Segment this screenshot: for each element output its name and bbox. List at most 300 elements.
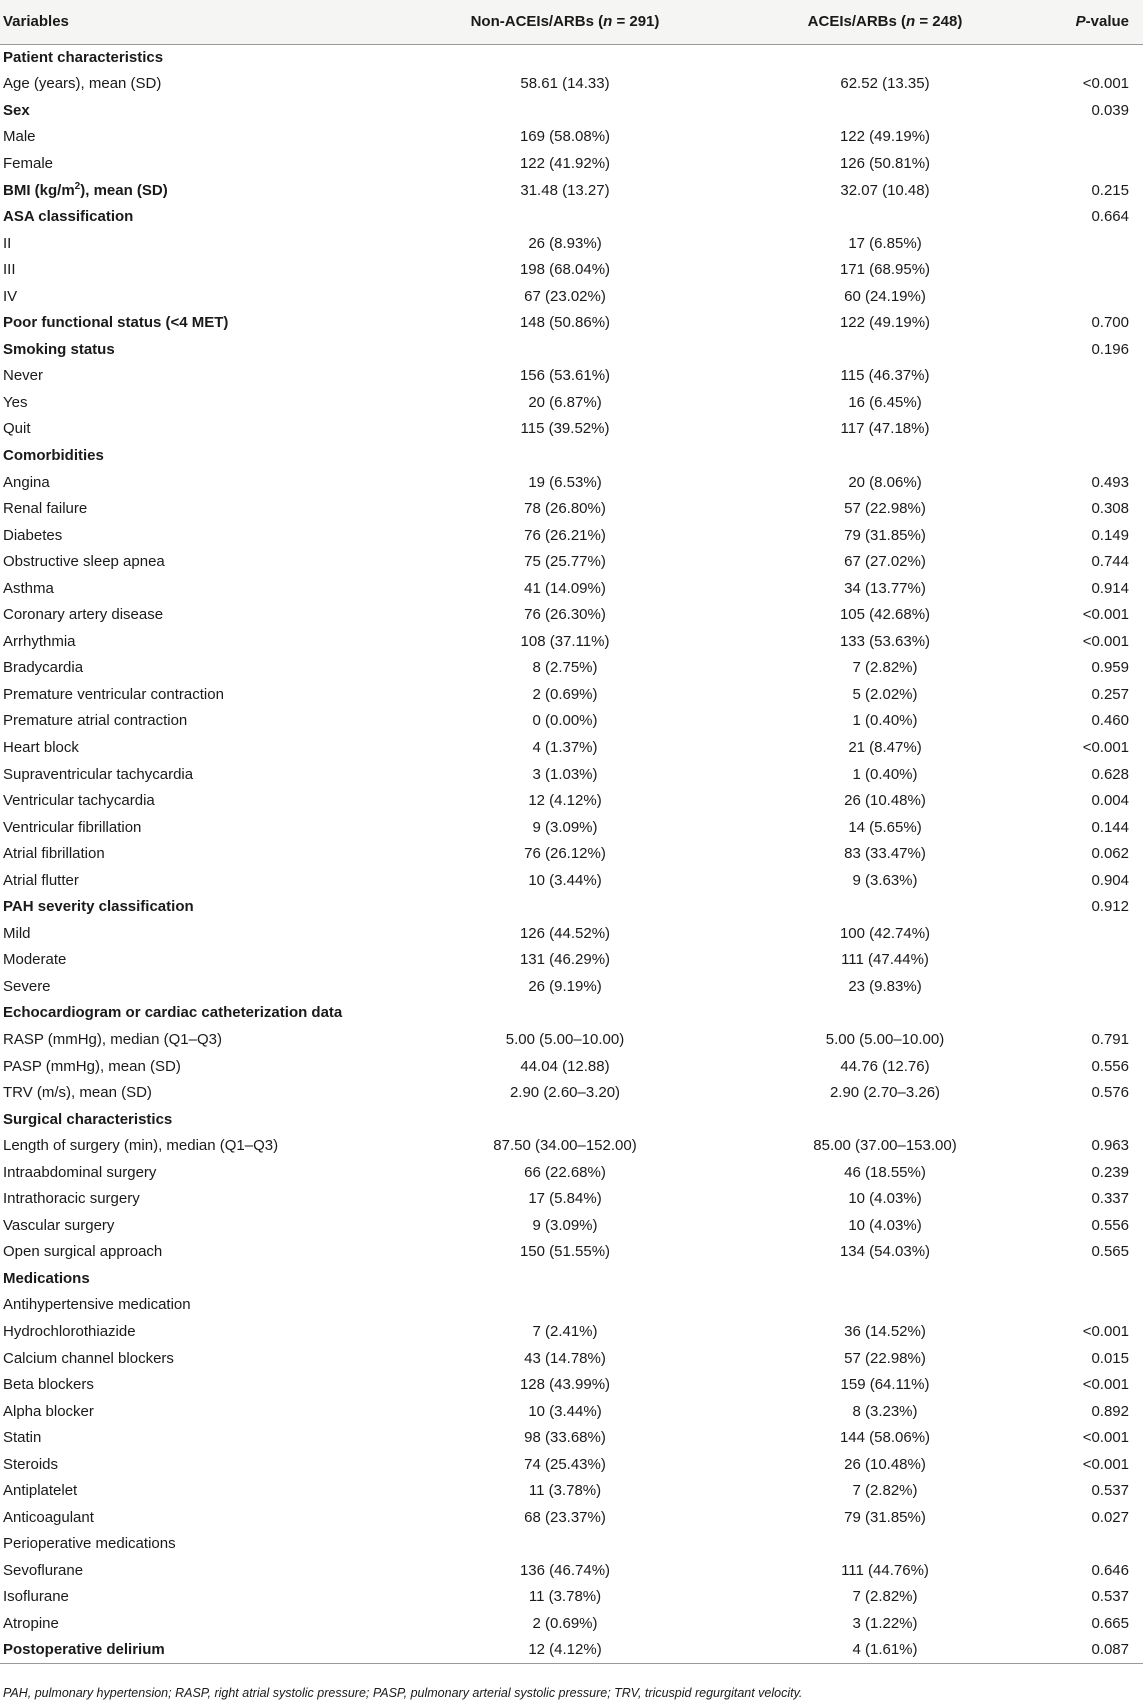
row-pvalue: 0.493 <box>1091 473 1129 491</box>
row-variable: Comorbidities <box>3 446 104 464</box>
row-variable: Poor functional status (<4 MET) <box>3 314 229 332</box>
row-acei-value: 26 (10.48%) <box>844 1455 926 1473</box>
row-pvalue <box>1045 363 1143 390</box>
table-row <box>0 1345 1143 1372</box>
row-pvalue: 0.791 <box>1091 1031 1129 1048</box>
row-pvalue: 0.959 <box>1091 659 1129 677</box>
table-row <box>0 1186 1143 1213</box>
table-row <box>0 1079 1143 1106</box>
table-row <box>0 761 1143 788</box>
row-non-acei-value: 136 (46.74%) <box>519 1561 611 1579</box>
row-pvalue: 0.700 <box>1091 314 1129 332</box>
row-variable: Open surgical approach <box>3 1243 163 1261</box>
row-variable: Ventricular tachycardia <box>3 792 155 810</box>
row-pvalue: 0.665 <box>1091 1615 1129 1633</box>
row-variable: Surgical characteristics <box>3 1110 173 1128</box>
row-variable: Male <box>3 128 36 146</box>
header-acei-group <box>725 0 1045 44</box>
row-pvalue <box>1045 920 1143 947</box>
row-acei-value: 5 (2.02%) <box>852 685 918 703</box>
row-acei-value: 2.90 (2.70–3.26) <box>829 1084 941 1102</box>
row-variable: Mild <box>3 924 31 942</box>
table-row <box>0 1637 1143 1664</box>
row-non-acei-value: 126 (44.52%) <box>519 924 611 942</box>
row-non-acei-value <box>405 44 725 71</box>
header-pvalue-suffix: -value <box>1085 13 1129 31</box>
table-row <box>0 787 1143 814</box>
row-non-acei-value: 43 (14.78%) <box>524 1349 606 1367</box>
row-non-acei-value: 87.50 (34.00–152.00) <box>493 1137 637 1155</box>
row-acei-value: 7 (2.82%) <box>852 659 918 677</box>
row-acei-value <box>725 203 1045 230</box>
row-acei-value: 134 (54.03%) <box>839 1243 931 1261</box>
row-acei-value: 44.76 (12.76) <box>840 1057 930 1075</box>
row-acei-value <box>725 1531 1045 1558</box>
row-variable: Renal failure <box>3 500 88 518</box>
row-variable: Sevoflurane <box>3 1561 84 1579</box>
row-variable: IV <box>3 287 18 305</box>
table-row <box>0 230 1143 257</box>
row-pvalue: <0.001 <box>1082 1376 1129 1394</box>
row-non-acei-value: 3 (1.03%) <box>532 765 598 783</box>
row-pvalue: 0.556 <box>1091 1057 1129 1075</box>
row-non-acei-value: 108 (37.11%) <box>520 632 610 650</box>
row-non-acei-value: 17 (5.84%) <box>528 1190 602 1208</box>
row-acei-value <box>725 894 1045 921</box>
row-acei-value: 111 (47.44%) <box>841 951 929 969</box>
row-pvalue: 0.914 <box>1091 579 1129 597</box>
row-non-acei-value: 115 (39.52%) <box>520 420 610 438</box>
table-row <box>0 708 1143 735</box>
row-non-acei-value: 67 (23.02%) <box>524 287 606 305</box>
table-row <box>0 628 1143 655</box>
row-variable: Statin <box>3 1429 42 1447</box>
row-acei-value <box>725 44 1045 71</box>
row-non-acei-value <box>405 894 725 921</box>
row-variable: Never <box>3 367 44 385</box>
table-row <box>0 1371 1143 1398</box>
row-acei-value: 20 (8.06%) <box>848 473 922 491</box>
header-acei-n-value: = 248) <box>915 13 963 31</box>
row-non-acei-value <box>405 1265 725 1292</box>
row-pvalue: <0.001 <box>1082 632 1129 650</box>
row-non-acei-value: 5.00 (5.00–10.00) <box>505 1031 625 1048</box>
table-row <box>0 97 1143 124</box>
row-non-acei-value: 10 (3.44%) <box>528 871 602 889</box>
row-variable: Vascular surgery <box>3 1216 115 1234</box>
table-row <box>0 44 1143 71</box>
table-row <box>0 1132 1143 1159</box>
row-acei-value <box>725 1000 1045 1027</box>
row-non-acei-value: 10 (3.44%) <box>528 1402 602 1420</box>
table-row <box>0 124 1143 151</box>
row-non-acei-value <box>405 1106 725 1133</box>
table-row <box>0 309 1143 336</box>
row-pvalue: 0.062 <box>1091 845 1129 863</box>
row-variable: Hydrochlorothiazide <box>3 1323 136 1341</box>
row-non-acei-value <box>405 97 725 124</box>
row-pvalue: 0.912 <box>1091 898 1129 916</box>
header-acei-n-symbol: n <box>906 13 916 31</box>
row-non-acei-value: 26 (9.19%) <box>528 977 602 995</box>
row-acei-value: 159 (64.11%) <box>840 1376 930 1394</box>
table-row <box>0 655 1143 682</box>
row-pvalue: 0.215 <box>1091 181 1129 199</box>
row-acei-value: 111 (44.76%) <box>841 1561 929 1579</box>
header-non-acei-group <box>405 0 725 44</box>
row-variable: Supraventricular tachycardia <box>3 765 194 783</box>
row-non-acei-value: 98 (33.68%) <box>524 1429 606 1447</box>
row-non-acei-value: 150 (51.55%) <box>519 1243 611 1261</box>
row-non-acei-value: 7 (2.41%) <box>532 1323 598 1341</box>
row-variable: Yes <box>3 393 28 411</box>
header-variables: Variables <box>0 0 405 44</box>
row-acei-value: 32.07 (10.48) <box>840 181 930 199</box>
row-non-acei-value: 41 (14.09%) <box>524 579 606 597</box>
table-row <box>0 150 1143 177</box>
row-acei-value: 26 (10.48%) <box>844 792 926 810</box>
row-acei-value: 100 (42.74%) <box>839 924 931 942</box>
row-acei-value: 14 (5.65%) <box>848 818 922 836</box>
row-pvalue <box>1045 973 1143 1000</box>
header-pvalue-symbol: P <box>1075 13 1086 31</box>
table-row <box>0 1451 1143 1478</box>
table-row <box>0 814 1143 841</box>
row-non-acei-value: 128 (43.99%) <box>519 1376 611 1394</box>
row-acei-value: 10 (4.03%) <box>848 1216 922 1234</box>
table-row <box>0 601 1143 628</box>
table-row <box>0 947 1143 974</box>
row-non-acei-value: 19 (6.53%) <box>528 473 602 491</box>
row-pvalue: 0.015 <box>1091 1349 1129 1367</box>
table-row <box>0 548 1143 575</box>
row-variable: Arrhythmia <box>3 632 76 650</box>
row-non-acei-value: 131 (46.29%) <box>519 951 611 969</box>
row-acei-value <box>725 1265 1045 1292</box>
row-acei-value: 34 (13.77%) <box>844 579 926 597</box>
table-row <box>0 469 1143 496</box>
row-pvalue: 0.337 <box>1091 1190 1129 1208</box>
row-variable: Quit <box>3 420 31 438</box>
row-pvalue: <0.001 <box>1082 1323 1129 1341</box>
row-acei-value: 57 (22.98%) <box>844 500 926 518</box>
row-pvalue: 0.664 <box>1091 208 1129 226</box>
row-variable-superscript: 2 <box>74 181 81 192</box>
row-acei-value: 1 (0.40%) <box>852 712 918 730</box>
table-row <box>0 256 1143 283</box>
row-pvalue: 0.576 <box>1091 1084 1129 1102</box>
row-non-acei-value: 4 (1.37%) <box>532 738 598 756</box>
row-non-acei-value <box>405 442 725 469</box>
row-acei-value <box>725 1292 1045 1319</box>
row-pvalue <box>1045 442 1143 469</box>
row-non-acei-value: 68 (23.37%) <box>524 1508 606 1526</box>
row-variable: Smoking status <box>3 340 115 358</box>
row-pvalue: 0.537 <box>1091 1482 1129 1500</box>
row-non-acei-value <box>405 336 725 363</box>
table-footnote: PAH, pulmonary hypertension; RASP, right atrial systolic pressure; PASP, pulmonary arterial systolic pressure; TRV, tricuspid regurgitant velocity. <box>3 1686 803 1700</box>
row-variable: Severe <box>3 977 51 995</box>
header-non-acei-n-value: = 291) <box>612 13 660 31</box>
row-acei-value: 17 (6.85%) <box>848 234 922 252</box>
table-row <box>0 973 1143 1000</box>
table-row <box>0 1318 1143 1345</box>
table-row <box>0 734 1143 761</box>
row-acei-value: 60 (24.19%) <box>844 287 926 305</box>
row-pvalue: 0.239 <box>1091 1163 1129 1181</box>
row-non-acei-value: 11 (3.78%) <box>528 1482 602 1500</box>
row-acei-value: 117 (47.18%) <box>840 420 930 438</box>
row-non-acei-value: 9 (3.09%) <box>532 818 598 836</box>
header-acei-prefix: ACEIs/ARBs ( <box>807 13 907 31</box>
row-variable: Atrial flutter <box>3 871 79 889</box>
table-row <box>0 442 1143 469</box>
table-row <box>0 1026 1143 1053</box>
row-acei-value <box>725 97 1045 124</box>
row-variable: Premature atrial contraction <box>3 712 188 730</box>
row-pvalue: 0.308 <box>1091 500 1129 518</box>
row-variable: Postoperative delirium <box>0 1637 405 1664</box>
row-acei-value: 23 (9.83%) <box>848 977 922 995</box>
row-acei-value: 5.00 (5.00–10.00) <box>825 1031 945 1048</box>
row-pvalue: 0.537 <box>1091 1588 1129 1606</box>
header-pvalue <box>1045 0 1143 44</box>
row-acei-value: 7 (2.82%) <box>852 1482 918 1500</box>
row-non-acei-value: 198 (68.04%) <box>519 261 611 279</box>
row-pvalue <box>1045 389 1143 416</box>
row-variable: RASP (mmHg), median (Q1–Q3) <box>3 1031 222 1048</box>
row-pvalue <box>1045 150 1143 177</box>
row-non-acei-value: 31.48 (13.27) <box>520 181 610 199</box>
row-non-acei-value: 8 (2.75%) <box>532 659 598 677</box>
row-non-acei-value: 169 (58.08%) <box>519 128 611 146</box>
row-acei-value: 122 (49.19%) <box>839 314 931 332</box>
table-row <box>0 1584 1143 1611</box>
row-pvalue <box>1045 283 1143 310</box>
row-acei-value: 9 (3.63%) <box>852 871 918 889</box>
row-pvalue: <0.001 <box>1082 606 1129 624</box>
table-row <box>0 1398 1143 1425</box>
table-row <box>0 283 1143 310</box>
row-acei-value: 46 (18.55%) <box>844 1163 926 1181</box>
row-variable: Coronary artery disease <box>3 606 164 624</box>
row-pvalue: 0.904 <box>1091 871 1129 889</box>
row-acei-value: 1 (0.40%) <box>852 765 918 783</box>
row-acei-value: 10 (4.03%) <box>848 1190 922 1208</box>
row-variable: Age (years), mean (SD) <box>3 75 162 93</box>
table-row <box>0 920 1143 947</box>
row-acei-value: 62.52 (13.35) <box>840 75 930 93</box>
row-variable: Asthma <box>3 579 54 597</box>
table-row <box>0 177 1143 204</box>
row-acei-value: 79 (31.85%) <box>844 1508 926 1526</box>
row-variable: Premature ventricular contraction <box>3 685 224 703</box>
row-variable: II <box>3 234 12 252</box>
row-acei-value <box>725 336 1045 363</box>
table-row <box>0 1053 1143 1080</box>
row-non-acei-value: 12 (4.12%) <box>528 792 602 810</box>
row-pvalue: 0.004 <box>1091 792 1129 810</box>
table-row <box>0 867 1143 894</box>
row-variable: Medications <box>3 1269 90 1287</box>
table-row <box>0 1265 1143 1292</box>
row-non-acei-value <box>405 1531 725 1558</box>
row-pvalue <box>1045 1000 1143 1027</box>
row-acei-value: 171 (68.95%) <box>839 261 931 279</box>
row-pvalue: 0.087 <box>1045 1637 1143 1664</box>
row-variable: Alpha blocker <box>3 1402 94 1420</box>
row-non-acei-value: 78 (26.80%) <box>524 500 606 518</box>
row-non-acei-value <box>405 1292 725 1319</box>
row-pvalue: 0.963 <box>1091 1137 1129 1155</box>
row-non-acei-value: 26 (8.93%) <box>528 234 602 252</box>
row-non-acei-value: 58.61 (14.33) <box>520 75 610 93</box>
row-acei-value <box>725 442 1045 469</box>
row-acei-value: 122 (49.19%) <box>839 128 931 146</box>
table-row <box>0 1504 1143 1531</box>
table-row <box>0 389 1143 416</box>
table-row <box>0 1239 1143 1266</box>
row-acei-value: 36 (14.52%) <box>844 1323 926 1341</box>
row-variable: III <box>3 261 16 279</box>
row-non-acei-value: 75 (25.77%) <box>524 553 606 571</box>
table-row <box>0 681 1143 708</box>
row-pvalue <box>1045 124 1143 151</box>
header-non-acei-prefix: Non-ACEIs/ARBs ( <box>470 13 604 31</box>
row-pvalue: 0.628 <box>1091 765 1129 783</box>
row-pvalue <box>1045 1106 1143 1133</box>
row-non-acei-value: 76 (26.21%) <box>524 526 606 544</box>
row-variable: Perioperative medications <box>3 1535 176 1553</box>
row-variable: Heart block <box>3 738 79 756</box>
row-variable: PAH severity classification <box>3 898 194 916</box>
row-non-acei-value: 44.04 (12.88) <box>520 1057 610 1075</box>
row-acei-value: 7 (2.82%) <box>852 1588 918 1606</box>
row-variable: Angina <box>3 473 50 491</box>
header-non-acei-n-symbol: n <box>603 13 613 31</box>
row-non-acei-value: 2 (0.69%) <box>532 685 598 703</box>
row-non-acei-value: 74 (25.43%) <box>524 1455 606 1473</box>
row-pvalue: 0.144 <box>1091 818 1129 836</box>
table-row <box>0 203 1143 230</box>
row-pvalue <box>1045 416 1143 443</box>
table-row <box>0 1478 1143 1505</box>
row-non-acei-value: 76 (26.12%) <box>524 845 606 863</box>
table-row <box>0 522 1143 549</box>
row-variable: PASP (mmHg), mean (SD) <box>3 1057 181 1075</box>
row-variable: Beta blockers <box>3 1376 94 1394</box>
table-row <box>0 1106 1143 1133</box>
row-pvalue <box>1045 44 1143 71</box>
row-variable: Antihypertensive medication <box>3 1296 191 1314</box>
row-variable: Female <box>3 154 54 172</box>
row-pvalue <box>1045 1265 1143 1292</box>
row-pvalue: 0.257 <box>1091 685 1129 703</box>
row-variable: Length of surgery (min), median (Q1–Q3) <box>3 1137 279 1155</box>
row-pvalue <box>1045 1531 1143 1558</box>
row-non-acei-value: 0 (0.00%) <box>532 712 598 730</box>
table-row <box>0 1000 1143 1027</box>
row-variable-text: BMI (kg/m <box>3 182 75 199</box>
row-variable: Bradycardia <box>3 659 84 677</box>
row-variable: Patient characteristics <box>3 49 164 67</box>
table-row <box>0 1610 1143 1637</box>
table-row <box>0 71 1143 98</box>
row-variable: Atropine <box>3 1615 59 1633</box>
row-pvalue: 0.039 <box>1091 101 1129 119</box>
row-non-acei-value: 148 (50.86%) <box>519 314 611 332</box>
row-variable: Diabetes <box>3 526 63 544</box>
row-non-acei-value: 2 (0.69%) <box>532 1615 598 1633</box>
row-pvalue <box>1045 947 1143 974</box>
row-non-acei-value: 9 (3.09%) <box>532 1216 598 1234</box>
table-header <box>0 0 1143 44</box>
row-acei-value: 133 (53.63%) <box>839 632 931 650</box>
row-acei-value: 79 (31.85%) <box>844 526 926 544</box>
row-non-acei-value: 2.90 (2.60–3.20) <box>509 1084 621 1102</box>
row-pvalue <box>1045 230 1143 257</box>
row-variable: Antiplatelet <box>3 1482 78 1500</box>
row-non-acei-value: 12 (4.12%) <box>405 1637 725 1664</box>
table-row <box>0 1292 1143 1319</box>
row-acei-value: 144 (58.06%) <box>839 1429 931 1447</box>
row-variable: Echocardiogram or cardiac catheterization data <box>3 1004 343 1022</box>
table-row <box>0 1212 1143 1239</box>
table-row <box>0 363 1143 390</box>
table-row <box>0 1159 1143 1186</box>
row-acei-value <box>725 1106 1045 1133</box>
row-acei-value: 4 (1.61%) <box>725 1637 1045 1664</box>
row-acei-value: 126 (50.81%) <box>839 154 931 172</box>
table-row <box>0 416 1143 443</box>
table-row <box>0 495 1143 522</box>
table-body <box>0 44 1143 1663</box>
table-row <box>0 1424 1143 1451</box>
header-row <box>0 0 1143 44</box>
row-pvalue <box>1045 1292 1143 1319</box>
row-variable: ASA classification <box>3 208 134 226</box>
row-pvalue <box>1045 256 1143 283</box>
row-acei-value: 57 (22.98%) <box>844 1349 926 1367</box>
row-pvalue: 0.196 <box>1091 340 1129 358</box>
row-non-acei-value <box>405 203 725 230</box>
row-variable: Calcium channel blockers <box>3 1349 174 1367</box>
row-non-acei-value: 156 (53.61%) <box>519 367 611 385</box>
row-pvalue: <0.001 <box>1082 75 1129 93</box>
row-variable-text-after: ), mean (SD) <box>80 182 168 199</box>
row-variable: Sex <box>3 101 30 119</box>
table-row <box>0 336 1143 363</box>
table-row <box>0 575 1143 602</box>
table-row <box>0 1557 1143 1584</box>
row-variable: Moderate <box>3 951 67 969</box>
row-pvalue: <0.001 <box>1082 738 1129 756</box>
row-non-acei-value: 11 (3.78%) <box>528 1588 602 1606</box>
row-pvalue: 0.892 <box>1091 1402 1129 1420</box>
row-pvalue: 0.565 <box>1091 1243 1129 1261</box>
row-non-acei-value: 122 (41.92%) <box>519 154 611 172</box>
row-non-acei-value: 76 (26.30%) <box>524 606 606 624</box>
row-variable: Isoflurane <box>3 1588 69 1606</box>
row-variable: Obstructive sleep apnea <box>3 553 165 571</box>
row-acei-value: 83 (33.47%) <box>844 845 926 863</box>
row-variable: Steroids <box>3 1455 59 1473</box>
table-row <box>0 1531 1143 1558</box>
row-pvalue: 0.646 <box>1091 1561 1129 1579</box>
row-non-acei-value: 66 (22.68%) <box>524 1163 606 1181</box>
row-variable: Atrial fibrillation <box>3 845 105 863</box>
row-pvalue: 0.149 <box>1091 526 1129 544</box>
